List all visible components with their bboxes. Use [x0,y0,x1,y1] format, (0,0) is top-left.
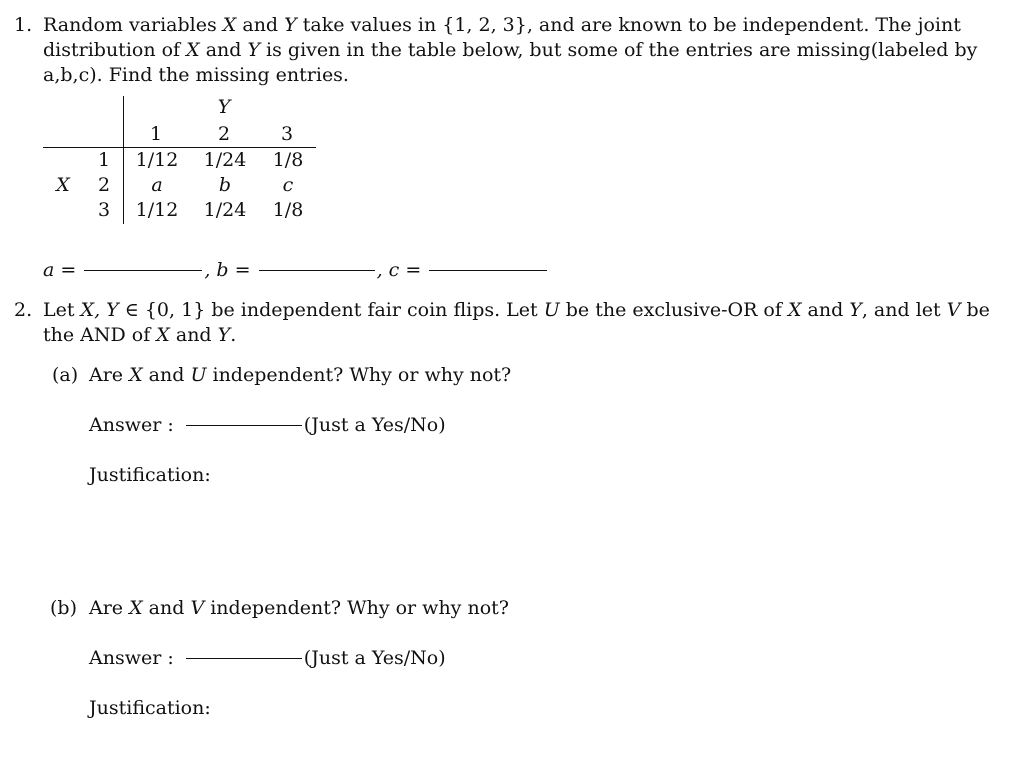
problem-2-line-1: Let X, Y ∈ {0, 1} be independent fair coin flips. Let U be the exclusive-OR of X and Y, and let V be [43,299,990,321]
table-vertical-rule [123,96,124,224]
part-b-answer-blank[interactable] [186,658,302,659]
col-header-3: 3 [280,123,294,145]
row-header-3: 3 [97,199,111,221]
part-a-answer-hint: (Just a Yes/No) [303,414,446,436]
table-cell: 1/24 [203,199,247,221]
problem-1-number: 1. [14,14,33,36]
problem-1-line-3: a,b,c). Find the missing entries. [43,64,349,86]
part-b-label: (b) [50,597,77,619]
answer-b-label: , b = [204,259,251,281]
table-col-var: Y [217,96,231,118]
table-horizontal-rule [43,147,316,148]
table-cell-a: a [151,174,163,196]
answer-b-blank[interactable] [259,270,375,271]
row-header-2: 2 [97,174,111,196]
part-a-justification-label: Justification: [89,464,211,486]
col-header-2: 2 [217,123,231,145]
part-a-answer-label: Answer : [89,414,174,436]
part-b-answer-row [89,646,446,670]
var-x: X [222,14,237,36]
answer-a-blank[interactable] [84,270,202,271]
table-row-var: X [56,174,70,196]
part-b-justification-label: Justification: [89,697,211,719]
part-a-answer-blank[interactable] [186,425,302,426]
answer-a-label: a = [43,259,77,281]
problem-2-line-2: the AND of X and Y. [43,324,237,346]
answer-c-label: , c = [376,259,422,281]
table-cell-b: b [218,174,232,196]
table-cell: 1/12 [135,199,179,221]
problem-2-number: 2. [14,299,33,321]
part-b-answer-hint: (Just a Yes/No) [303,647,446,669]
problem-1-line-2: distribution of X and Y is given in the table below, but some of the entries are missing(labeled by [43,39,978,61]
table-cell: 1/12 [135,149,179,171]
problem-1-line-1: Random variables X and Y take values in {1, 2, 3}, and are known to be independent. The joint [43,14,961,36]
col-header-1: 1 [149,123,163,145]
part-b-question: Are X and V independent? Why or why not? [89,597,509,619]
table-cell: 1/8 [272,149,304,171]
part-a-answer-row [89,413,446,437]
table-cell: 1/24 [203,149,247,171]
part-a-label: (a) [52,364,79,386]
var-y: Y [284,14,297,36]
part-a-question: Are X and U independent? Why or why not? [89,364,512,386]
answer-c-blank[interactable] [429,270,547,271]
table-cell-c: c [282,174,294,196]
row-header-1: 1 [97,149,111,171]
table-cell: 1/8 [272,199,304,221]
part-b-answer-label: Answer : [89,647,174,669]
problem-1-answer-line [43,258,549,282]
